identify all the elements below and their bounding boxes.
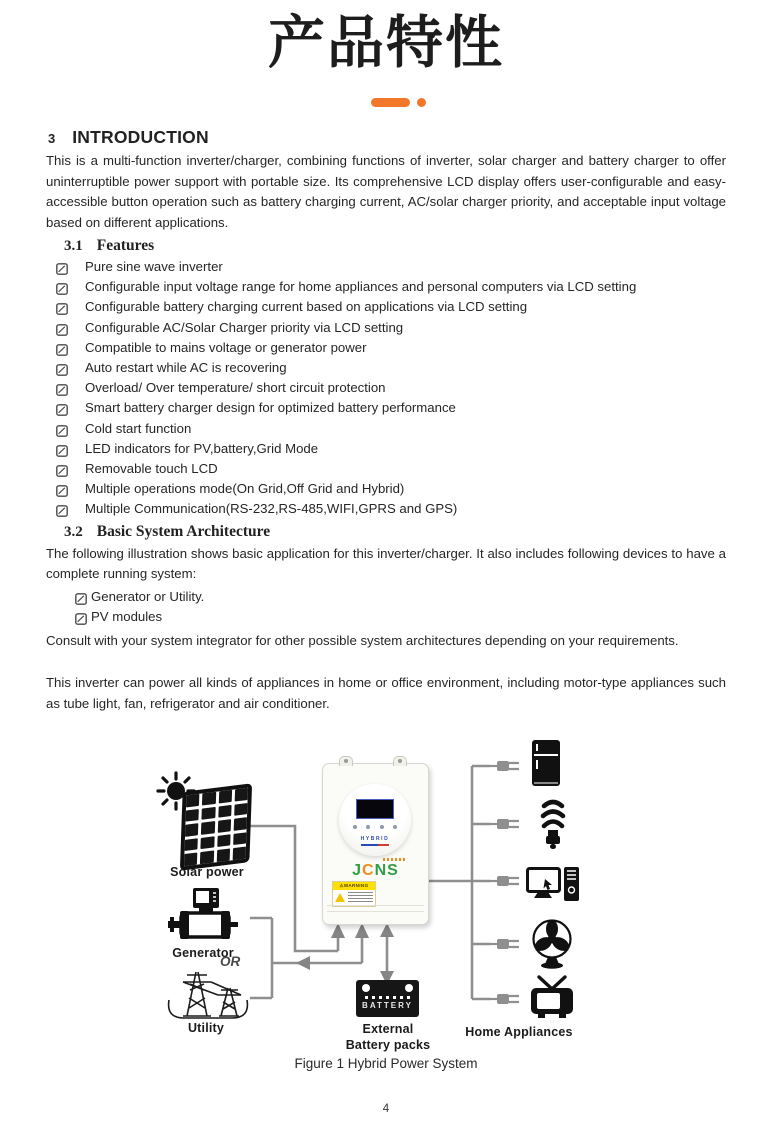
feature-item — [46, 439, 726, 459]
feature-text: Configurable input voltage range for home appliances and personal computers via LCD setting — [85, 279, 637, 295]
solar-panel-icon — [180, 783, 252, 870]
divider-dot-icon — [417, 98, 426, 107]
mounting-ear-icon — [393, 756, 407, 766]
or-label: OR — [220, 954, 241, 970]
mounting-ear-icon — [339, 756, 353, 766]
section-title: Features — [96, 237, 155, 255]
warning-fine-print — [348, 892, 373, 902]
logo-tagline-decoration — [383, 858, 407, 861]
battery-dashes-decoration — [365, 996, 410, 999]
battery-terminal-icon — [405, 984, 413, 992]
features-list — [46, 257, 726, 520]
home-appliances-label: Home Appliances — [465, 1025, 573, 1040]
image-bullet-icon — [56, 483, 68, 495]
feature-item — [46, 318, 726, 338]
image-bullet-icon — [56, 443, 68, 455]
feature-text: Auto restart while AC is recovering — [85, 360, 287, 376]
device-text: PV modules — [91, 609, 163, 625]
image-bullet-icon — [56, 342, 68, 354]
plug-icon — [490, 761, 519, 1004]
feature-item — [46, 459, 726, 479]
computer-icon — [526, 867, 580, 906]
feature-item — [46, 398, 726, 418]
page-number: 4 — [382, 1103, 390, 1116]
device-text: Generator or Utility. — [91, 589, 205, 605]
manual-page — [0, 12, 772, 1131]
feature-item — [46, 277, 726, 297]
image-bullet-icon — [56, 503, 68, 515]
divider-dash-icon — [371, 98, 410, 107]
image-bullet-icon — [75, 611, 87, 623]
lcd-screen — [356, 799, 394, 819]
image-bullet-icon — [56, 301, 68, 313]
feature-text: Overload/ Over temperature/ short circuit protection — [85, 380, 386, 396]
feature-text: Smart battery charger design for optimized battery performance — [85, 400, 456, 416]
section-title: INTRODUCTION — [72, 126, 209, 147]
feature-text: Pure sine wave inverter — [85, 259, 223, 275]
hybrid-model-text: HYBRID — [360, 836, 390, 843]
utility-label: Utility — [187, 1021, 225, 1036]
section-number: 3.1 — [64, 238, 83, 255]
feature-item — [46, 499, 726, 519]
generator-label: Generator — [172, 946, 234, 961]
page-title: 产品特性 — [268, 11, 504, 75]
title-divider — [12, 98, 772, 107]
battery-terminal-icon — [362, 984, 370, 992]
section-features-heading — [64, 237, 726, 255]
feature-text: Configurable AC/Solar Charger priority via LCD setting — [85, 319, 404, 335]
introduction-paragraph: This is a multi-function inverter/charger, combining functions of inverter, solar charger and battery charger to offer uninterruptible power support with portable size. Its comprehensive LCD display offers user-configurable and easy-accessible button operation such as battery charging current, AC/solar charger priority, and acceptable input voltage based on different applications. — [46, 152, 726, 231]
image-bullet-icon — [56, 423, 68, 435]
tv-icon — [530, 975, 574, 1024]
figure-1-diagram — [0, 724, 772, 1054]
battery-icon — [356, 980, 419, 1017]
refrigerator-icon — [532, 740, 560, 793]
feature-item — [46, 479, 726, 499]
section-title: Basic System Architecture — [96, 522, 271, 540]
feature-text: Multiple Communication(RS-232,RS-485,WIFI,GPRS and GPS) — [85, 501, 458, 517]
feature-item — [46, 338, 726, 358]
inverter-display-panel — [339, 784, 411, 856]
feature-item — [46, 419, 726, 439]
architecture-intro-paragraph: The following illustration shows basic application for this inverter/charger. It also includes following devices to have a complete running system: — [46, 545, 726, 582]
solar-power-label: Solar power — [170, 865, 244, 880]
figure-caption: Figure 1 Hybrid Power System — [294, 1056, 478, 1072]
model-subtext-decoration — [361, 844, 389, 846]
panel-buttons — [353, 825, 397, 829]
feature-text: Compatible to mains voltage or generator power — [85, 339, 367, 355]
logo-letter: NS — [374, 862, 399, 880]
image-bullet-icon — [56, 402, 68, 414]
feature-item — [46, 297, 726, 317]
feature-text: Multiple operations mode(On Grid,Off Grid and Hybrid) — [85, 481, 405, 497]
image-bullet-icon — [75, 591, 87, 603]
device-item — [46, 607, 726, 627]
warning-triangle-icon — [335, 893, 345, 902]
image-bullet-icon — [56, 281, 68, 293]
battery-label-line1: External — [362, 1022, 414, 1037]
logo-letter: C — [362, 862, 375, 880]
feature-item — [46, 378, 726, 398]
image-bullet-icon — [56, 261, 68, 273]
feature-text: Configurable battery charging current based on applications via LCD setting — [85, 299, 528, 315]
feature-item — [46, 257, 726, 277]
device-item — [46, 587, 726, 607]
cfl-bulb-icon — [538, 797, 568, 856]
warning-text: ⚠WARNING — [333, 882, 375, 890]
warning-label — [332, 881, 376, 907]
image-bullet-icon — [56, 362, 68, 374]
utility-icon — [163, 964, 253, 1029]
feature-text: LED indicators for PV,battery,Grid Mode — [85, 440, 319, 456]
section-number: 3.2 — [64, 523, 83, 540]
section-architecture-heading — [64, 523, 726, 541]
battery-label-line2: Battery packs — [345, 1038, 431, 1053]
device-list — [46, 587, 726, 627]
image-bullet-icon — [56, 322, 68, 334]
appliance-note-paragraph: This inverter can power all kinds of appliances in home or office environment, including motor-type appliances such as tube light, fan, refrigerator and air conditioner. — [46, 675, 726, 712]
generator-icon — [168, 888, 238, 951]
feature-text: Cold start function — [85, 420, 192, 436]
document-body — [46, 127, 726, 715]
logo-letter: J — [352, 862, 363, 880]
feature-item — [46, 358, 726, 378]
inverter-device — [322, 763, 429, 925]
section-number: 3 — [48, 130, 56, 146]
feature-text: Removable touch LCD — [85, 461, 218, 477]
image-bullet-icon — [56, 382, 68, 394]
section-introduction-heading — [46, 127, 726, 148]
fan-icon — [531, 919, 573, 974]
consult-paragraph: Consult with your system integrator for other possible system architectures depending on your requirements. — [46, 632, 679, 648]
brand-logo — [323, 862, 428, 880]
image-bullet-icon — [56, 463, 68, 475]
battery-text: BATTERY — [362, 1001, 413, 1011]
